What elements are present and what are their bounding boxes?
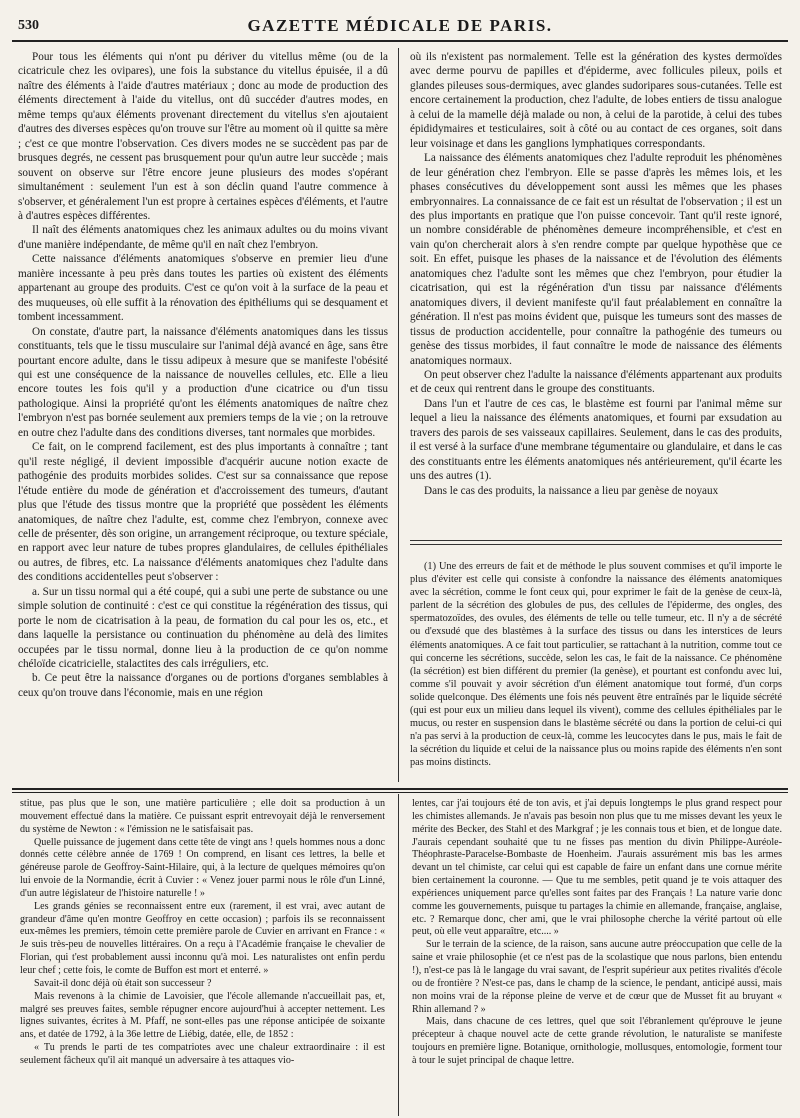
column-divider	[398, 794, 399, 1116]
upper-right-column	[410, 50, 782, 510]
paragraph: Pour tous les éléments qui n'ont pu dériver du vitellus même (ou de la cicatricule chez les ovipares), une fois la substance du vitellus épuisée, il a dû naître des éléments à l'aide d'autres matériaux ; donc au mode de production des éléments directement à l'aide du vitellus, ont dû succéder d'autres modes, en même temps qu'aux éléments provenant directement du vitellus s'en ajoutaient d'autres des diverses espèces qu'on trouve sur l'être au moment où il quitte sa mère ; c'est ce que montre l'observation. Ces divers modes ne se succèdent pas par de brusques degrés, ne cessent pas brusquement pour qu'un autre leur succède ; mais souvent on observe sur l'être encore jeune plusieurs des modes s'opérant simultanément : seulement l'un est à son déclin quand l'autre commence à s'observer, et généralement l'un est propre à certaines espèces d'éléments, et l'autre à d'autres espèces différentes.	[18, 51, 388, 222]
paragraph: Quelle puissance de jugement dans cette tête de vingt ans ! quels hommes nous a donc donnés cette célèbre année de 1769 ! On comprend, en lisant ces lettres, la belle et généreuse parole de Geoffroy-Saint-Hilaire, qui, à la lecture de quelques mémoires qu'on lui envoie de la Normandie, écrit à Cuvier : « Venez jouer parmi nous le rôle d'un Linné, d'un autre législateur de l'histoire naturelle ! »	[20, 836, 385, 899]
paragraph: où ils n'existent pas normalement. Telle est la génération des kystes dermoïdes avec derme pourvu de papilles et d'épiderme, avec follicules pileux, poils et glandes pileuses sous-dermiques, avec glandes sudoripares sous-cutanées. Telle est encore certainement la production, chez l'adulte, de lobes entiers de tissu analogue à celui de la mamelle déjà malade ou non, à celui de la parotide, à celui des tubes épididymaires et testiculaires, soit à côté ou au contact de ces organes, soit dans leur voisinage et dans les ganglions lymphatiques correspondants.	[410, 51, 782, 150]
paragraph: On peut observer chez l'adulte la naissance d'éléments appartenant aux produits et de ceux qui rentrent dans le groupe des constituants.	[410, 368, 782, 396]
page-number: 530	[18, 18, 39, 33]
paragraph: stitue, pas plus que le son, une matière particulière ; elle doit sa production à un mouvement effectué dans la matière. Ce puissant esprit entrevoyait déjà le renversement du système de Newton : « l'émission ne le satisfaisait pas.	[20, 798, 385, 835]
lower-right-column	[412, 798, 782, 1116]
paragraph: Cette naissance d'éléments anatomiques s'observe en premier lieu d'une manière incessante à peu près dans toutes les parties où existent des éléments appartenant au groupe des produits. C'est ce qu'on voit à la surface de la peau et des muqueuses, où elle suffit à la rénovation des épithéliums qui se desquament et tombent incessamment.	[18, 253, 388, 324]
paragraph: b. Ce peut être la naissance d'organes ou de portions d'organes semblables à ceux qu'on trouve dans l'économie, mais en une région	[18, 672, 388, 699]
footnote	[410, 560, 782, 782]
upper-left-column	[18, 50, 388, 782]
column-divider	[398, 48, 399, 782]
footnote-rule	[410, 540, 782, 541]
lower-left-column	[20, 798, 385, 1116]
paragraph: a. Sur un tissu normal qui a été coupé, qui a subi une perte de substance ou une simple solution de continuité : c'est ce qui constitue la régénération des tissus, qui porte le nom de cicatrisation à la peau, de formation du cal pour les os, etc., et dans laquelle la persistance ou continuation du phénomène au delà des limites occupées par le tissu normal, donne lieu à la production de ce qu'on nomme chéloïde cicatricielle, stalactites des cals irréguliers, etc.	[18, 585, 388, 671]
footnote-rule	[410, 544, 782, 545]
journal-title: GAZETTE MÉDICALE DE PARIS.	[247, 16, 553, 35]
feuilleton-rule	[12, 788, 788, 790]
paragraph: Il naît des éléments anatomiques chez les animaux adultes ou du moins vivant d'une manière indépendante, de même qu'il en naît chez l'embryon.	[18, 224, 388, 251]
paragraph: Ce fait, on le comprend facilement, est des plus importants à connaître ; tant qu'il reste négligé, il devient impossible d'acquérir aucune notion exacte de pathogénie des produits morbides solides. C'est sur sa connaissance que repose l'étude entière du mode de génération et d'accroissement des tumeurs, d'autant plus que l'étude des tissus montre que la propriété que possèdent les éléments anatomiques, de naître chez l'adulte, est, comme chez l'embryon, connexe avec celle de présenter, dès son origine, un arrangement réciproque, ou texture spéciale, en rapport avec leur nature de tubes propres glandulaires, de cellules épithéliales ou autres, de fibres, etc. La naissance d'éléments anatomiques chez l'adulte dans des conditions accidentelles peut s'observer :	[18, 441, 388, 584]
paragraph: La naissance des éléments anatomiques chez l'adulte reproduit les phénomènes de leur génération chez l'embryon. Elle se passe d'après les mêmes lois, et les phases consécutives du développement sont aussi les mêmes que les phases embryonnaires. La connaissance de ce fait est un résultat de l'observation ; il est un des plus importants en pratique que l'on puisse concevoir. Tant qu'il reste ignoré, un nombre considérable de phénomènes demeure incompréhensible, et c'est en vain qu'on chercherait alors à s'en rendre compte par quelque hypothèse que ce soit. En effet, puisque les phases de la naissance et de l'évolution des éléments anatomiques chez l'adulte sont les mêmes que chez l'embryon, pour étudier la cicatrisation, qui est la régénération d'un tissu par naissance d'éléments anatomiques divers, il devient manifeste qu'il faut préalablement en connaître la génération. Il n'est pas moins évident que, puisque les tumeurs sont des masses de tissus de production accidentelle, pour connaître la pathogénie des tumeurs ou genèse des tissus morbides, il faut connaître le mode de naissance des éléments anatomiques normaux.	[410, 152, 782, 367]
paragraph: Mais revenons à la chimie de Lavoisier, que l'école allemande n'accueillait pas, et, malgré ses preuves faites, semble répugner encore aujourd'hui à accepter nettement. Les lignes suivantes, écrites à M. Pfaff, ne sont-elles pas une réponse anticipée de soixante ans, et datée de 1792, à la 36e lettre de Liébig, datée, elle, de 1852 :	[20, 990, 385, 1041]
paragraph: Savait-il donc déjà où était son successeur ?	[34, 977, 212, 989]
feuilleton-rule	[12, 792, 788, 793]
paragraph: lentes, car j'ai toujours été de ton avis, et j'ai depuis longtemps le plus grand respect pour les chimistes allemands. Je n'avais pas besoin non plus que tu me misses devant les yeux le mérite des Becker, des Stahl et des Markgraf ; je les connais tous et bien, et de longue date. J'aurais cependant souhaité que tu ne fisses pas mention du divin Philippe-Auréole-Théophraste-Paracelse-Bombaste de Hoenheim. J'aurais assurément mis bas les armes devant un tel chimiste, car celui qui est capable de faire un enfant dans une cornue mérite bien certainement la couronne. — Que tu me sembles, petit quand je te vois attaquer des expériences uniquement parce qu'elles sont faites par des Français ! La nature varie donc comme les gouvernements, puisque tu partages la chimie en allemande, française, anglaise, etc. ? Remarque donc, cher ami, que le vrai philosophe cherche la vérité partout où elle peut, où elle veut apparaître, etc.... »	[412, 798, 782, 938]
paragraph: On constate, d'autre part, la naissance d'éléments anatomiques dans les tissus constituants, tels que le tissu musculaire sur l'animal déjà avancé en âge, sans être pourtant encore adulte, dans le tissu adipeux à mesure que se manifeste l'obésité qui est une conséquence de la naissance de nouvelles cellules, etc. Elle a lieu encore toutes les fois qu'il y a production d'une cicatrice ou d'un tissu pathologique. Ainsi la propriété qu'ont les éléments anatomiques de naître chez l'embryon n'est pas bornée seulement aux premiers temps de la vie ; on la retrouve en outre chez l'adulte dans des conditions diverses, tant normales que morbides.	[18, 325, 388, 439]
footnote-text: (1) Une des erreurs de fait et de méthode le plus souvent commises et qu'il importe le plus d'éviter est celle qui consiste à confondre la naissance des éléments anatomiques avec la sécrétion, comme le font ceux qui, pour exprimer le fait de la genèse de ceux-là, parlent de la sécrétion des globules de pus, des cellules de l'épiderme, des ongles, des spermatozoïdes, des ovules, des éléments de telle ou telle tumeur, etc. Il n'y a de sécrété ou d'exsudé que des blastèmes à la surface des tissus ou dans les interstices de leurs éléments anatomiques. A ce fait tout particulier, se rattachant à la nutrition, comme tout ce qui concerne les sécrétions, succède, selon les cas, le fait de la naissance. Ce phénomène (la sécrétion) est bien différent du premier (la genèse), et pourtant est confondu avec lui, comme s'il pouvait y avoir sécrétion d'un élément anatomique tout formé, d'un corps solide quelconque. Des éléments une fois nés peuvent être entraînés par le liquide sécrété (qui est pour eux un milieu dans lequel ils vivent), comme des cellules épithéliales par le mucus, ou rester en suspension dans le blastème sécrété ou dans la portion de celui-ci qui n'a pas servi à la production de ceux-là, comme les leucocytes dans le pus, mais le fait de la sécrétion du liquide et celui de la naissance plus ou moins rapide des éléments n'en sont pas moins distincts.	[410, 561, 782, 769]
paragraph: Sur le terrain de la science, de la raison, sans aucune autre préoccupation que celle de la saine et vraie philosophie (et ce n'est pas de la scolastique que nous parlons, bien entendu !), n'est-ce pas là le langage du vrai savant, de l'esprit supérieur aux petites rivalités d'école ou de frontière ? N'est-ce pas, dans le champ de la science, le pendant, anticipé aussi, mais non moins vrai de la réponse pleine de verve et de cœur que de Musset fit au bruyant « Rhin allemand ? »	[412, 939, 782, 1015]
header-rule	[12, 40, 788, 42]
paragraph: Dans l'un et l'autre de ces cas, le blastème est fourni par l'animal même sur lequel a lieu la naissance des éléments anatomiques, et fourni par exsudation au travers des parois de ses vaisseaux capillaires. Seulement, dans le cas des produits, il est versé à la surface d'une membrane tégumentaire ou glandulaire, et dans le cas des constituants entre les éléments anatomiques nés antérieurement, qu'il écarte les uns des autres (1).	[410, 397, 782, 483]
page-header	[12, 4, 788, 42]
paragraph: Les grands génies se reconnaissent entre eux (rarement, il est vrai, avec autant de grandeur d'âme qu'en montre Geoffroy en cette occasion) ; parfois ils se reconnaissent eux-mêmes les premiers, témoin cette première parole de Cuvier en arrivant en France : « Je suis très-peu de nouvelles littéraires. On a reçu à l'Académie française le chevalier de Florian, qui t'est probablement aussi inconnu qu'à moi. Les naturalistes ont enfin perdu leur chef ; cette fois, le comte de Buffon est mort et enterré. »	[20, 900, 385, 976]
paragraph: « Tu prends le parti de tes compatriotes avec une chaleur extraordinaire : il est seulement fâcheux qu'il ait manqué un adversaire à tes attaques vio-	[20, 1042, 385, 1066]
paragraph: Dans le cas des produits, la naissance a lieu par genèse de noyaux	[424, 484, 719, 497]
paragraph: Mais, dans chacune de ces lettres, quel que soit l'ébranlement qu'éprouve le jeune précepteur à chaque nouvel acte de cette grande révolution, le naturaliste se manifeste toujours en première ligne. Botanique, ornithologie, mollusques, entomologie, forment tour à tour le sujet principal de chaque lettre.	[412, 1016, 782, 1066]
